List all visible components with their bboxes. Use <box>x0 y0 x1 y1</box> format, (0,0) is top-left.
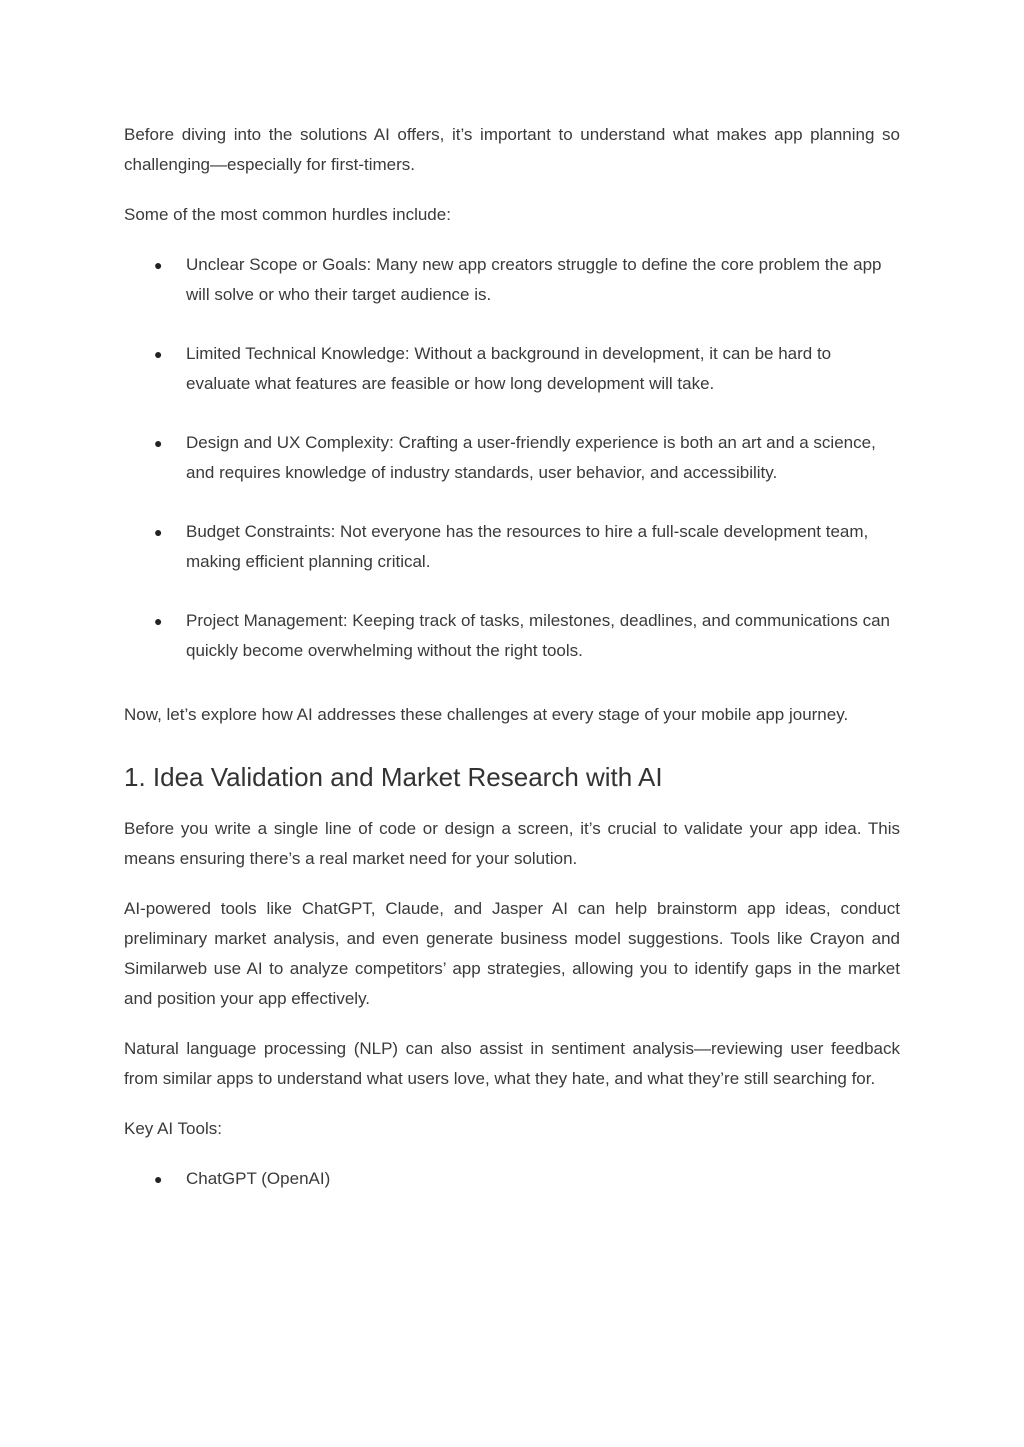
section-paragraph: Before you write a single line of code or design a screen, it’s crucial to validate your app idea. This means ensuring there’s a real market need for your solution. <box>124 819 900 868</box>
intro-paragraph: Before diving into the solutions AI offers, it’s important to understand what makes app planning so challenging—especially for first-timers. <box>124 125 900 174</box>
section-paragraph: AI-powered tools like ChatGPT, Claude, and Jasper AI can help brainstorm app ideas, conduct preliminary market analysis, and even generate business model suggestions. Tools like Crayon and Similarweb use AI to analyze competitors’ app strategies, allowing you to identify gaps in the market and position your app effectively. <box>124 899 900 1008</box>
list-item-text: Limited Technical Knowledge: Without a background in development, it can be hard to evaluate what features are feasible or how long development will take. <box>186 344 832 393</box>
list-item <box>124 606 900 666</box>
list-item-text: ChatGPT (OpenAI) <box>186 1169 331 1188</box>
bullet-icon: ● <box>154 524 163 540</box>
section-paragraph: Natural language processing (NLP) can also assist in sentiment analysis—reviewing user feedback from similar apps to understand what users love, what they hate, and what they’re still searching for. <box>124 1039 900 1088</box>
bullet-icon: ● <box>154 435 163 451</box>
hurdles-list <box>124 250 900 666</box>
list-item <box>124 428 900 488</box>
bullet-icon: ● <box>154 613 163 629</box>
section-heading: 1. Idea Validation and Market Research with AI <box>124 762 663 792</box>
tools-list <box>124 1164 900 1194</box>
bullet-icon: ● <box>154 1171 163 1187</box>
bullet-icon: ● <box>154 257 163 273</box>
document-page <box>124 120 900 1194</box>
list-item-text: Budget Constraints: Not everyone has the resources to hire a full-scale development team, making efficient planning critical. <box>186 522 869 571</box>
list-item-text: Design and UX Complexity: Crafting a user-friendly experience is both an art and a science, and requires knowledge of industry standards, user behavior, and accessibility. <box>186 433 876 482</box>
list-item-text: Unclear Scope or Goals: Many new app creators struggle to define the core problem the app will solve or who their target audience is. <box>186 255 882 304</box>
list-item <box>124 339 900 399</box>
list-item <box>124 517 900 577</box>
list-item-text: Project Management: Keeping track of tasks, milestones, deadlines, and communications can quickly become overwhelming without the right tools. <box>186 611 890 660</box>
hurdles-intro: Some of the most common hurdles include: <box>124 205 451 224</box>
bullet-icon: ● <box>154 346 163 362</box>
list-item <box>124 1164 900 1194</box>
tools-label: Key AI Tools: <box>124 1119 222 1138</box>
list-item <box>124 250 900 310</box>
transition-paragraph: Now, let’s explore how AI addresses these challenges at every stage of your mobile app journey. <box>124 705 849 724</box>
